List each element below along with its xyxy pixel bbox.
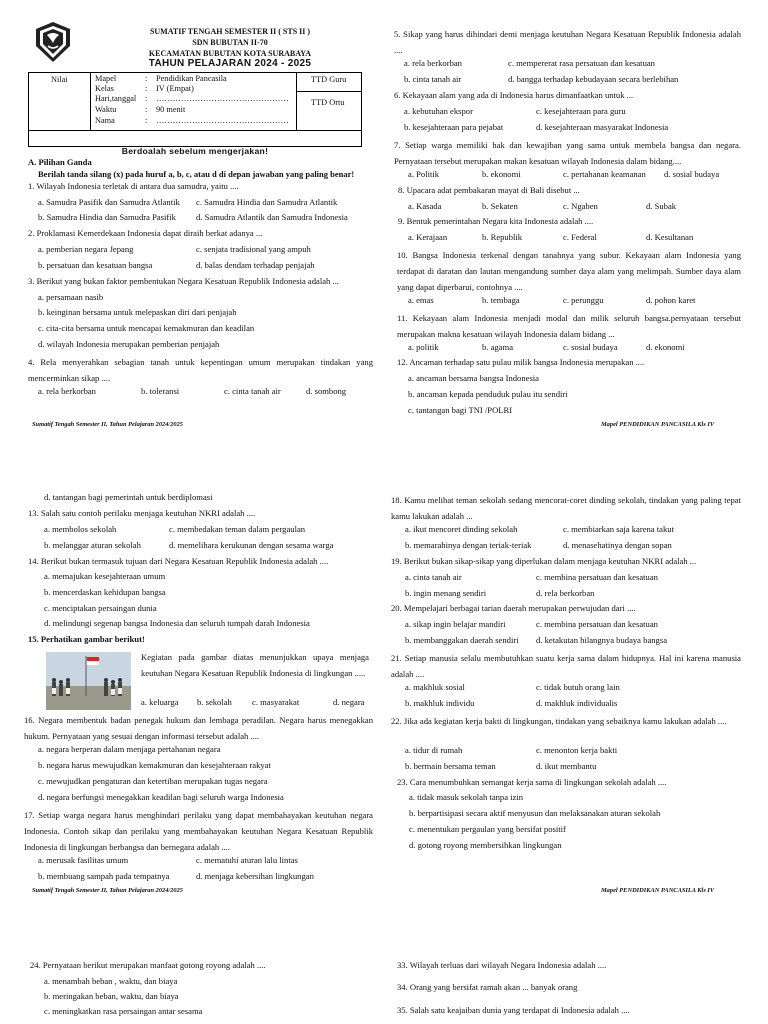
option-7a[interactable]: a. Politik bbox=[408, 169, 440, 179]
option-8b[interactable]: b. Sekaten bbox=[482, 201, 518, 211]
option-21d[interactable]: d. makhluk individualis bbox=[536, 698, 618, 708]
question-18: 18. Kamu melihat teman sekolah sedang mencorat-coret dinding sekolah, tindakan yang paling tepat kamu lakukan adalah ... bbox=[391, 495, 741, 521]
mapel-value: Pendidikan Pancasila bbox=[156, 74, 227, 83]
option-11b[interactable]: b. agama bbox=[482, 342, 514, 352]
section-title: A. Pilihan Ganda bbox=[28, 157, 92, 167]
header-line-2: SDN BUBUTAN II-70 bbox=[192, 38, 268, 47]
waktu-key: Waktu bbox=[95, 105, 117, 114]
option-6a[interactable]: a. kebutuhan ekspor bbox=[404, 106, 473, 116]
option-11d[interactable]: d. ekonomi bbox=[646, 342, 685, 352]
option-16c[interactable]: c. mewujudkan pengaturan dan ketertiban merupakan tugas negara bbox=[38, 776, 268, 786]
option-20c[interactable]: c. membina persatuan dan kesatuan bbox=[536, 619, 658, 629]
option-13d[interactable]: d. memelihara kerukunan dengan sesama warga bbox=[169, 540, 334, 550]
question-34: 34. Orang yang bersifat ramah akan ... banyak orang bbox=[397, 982, 578, 992]
question-12: 12. Ancaman terhadap satu pulau milik bangsa Indonesia merupakan .... bbox=[397, 357, 645, 367]
question-24: 24. Pernyataan berikut merupakan manfaat gotong royong adalah .... bbox=[30, 960, 266, 970]
identity-box: Nilai TTD Guru TTD Ortu Mapel Kelas Hari,tanggal Waktu Nama : : : : : Pendidikan Pancasila IV (Empat) ………………………………………… 90 menit ………………………………………… bbox=[28, 72, 362, 147]
option-9d[interactable]: d. Kesultanan bbox=[646, 232, 694, 242]
ttd-ortu-label: TTD Ortu bbox=[311, 98, 345, 107]
footer-left-page2: Sumatif Tengah Semester II, Tahun Pelajaran 2024/2025 bbox=[32, 887, 183, 894]
question-8: 8. Upacara adat pembakaran mayat di Bali disebut ... bbox=[398, 185, 580, 195]
section-instruction: Berilah tanda silang (x) pada huruf a, b, c, atau d di depan jawaban yang paling benar! bbox=[38, 169, 355, 179]
option-12c[interactable]: c. tantangan bagi TNI /POLRI bbox=[408, 405, 513, 415]
question-9: 9. Bentuk pemerintahan Negara kita Indonesia adalah .... bbox=[398, 216, 594, 226]
option-18b[interactable]: b. memarahinya dengan teriak-teriak bbox=[405, 540, 532, 550]
option-12b[interactable]: b. ancaman kepada penduduk pulau itu sendiri bbox=[408, 389, 568, 399]
option-10d[interactable]: d. pohon karet bbox=[646, 295, 696, 305]
nilai-label: Nilai bbox=[51, 75, 68, 84]
question-7: 7. Setiap warga memiliki hak dan kewajiban yang sama untuk membela bangsa dan negara. Pernyataan tersebut merupakan makan kesatuan wilayah Indonesia dalam bidang.... bbox=[394, 140, 741, 166]
question-10: 10. Bangsa Indonesia terkenal dengan tanahnya yang subur. Kekayaan alam Indonesia yang terdapat di daratan dan lautan mengandung sumber daya alam yang melimpah. Sumber daya alam yang dapat diperbarui, contohnya .... bbox=[397, 250, 741, 292]
option-14d[interactable]: d. melindungi segenap bangsa Indonesia dan seluruh tumpah darah Indonesia bbox=[44, 618, 310, 628]
option-8d[interactable]: d. Subak bbox=[646, 201, 677, 211]
nama-key: Nama bbox=[95, 116, 115, 125]
option-21c[interactable]: c. tidak butuh orang lain bbox=[536, 682, 620, 692]
footer-right: Mapel PENDIDIKAN PANCASILA Kls IV bbox=[601, 421, 715, 428]
option-9b[interactable]: b. Republik bbox=[482, 232, 523, 242]
question-20: 20. Mempelajari berbagai tarian daerah merupakan perwujudan dari .... bbox=[391, 603, 636, 613]
option-6d[interactable]: d. kesejahteraan masyarakat Indonesia bbox=[536, 122, 669, 132]
option-21a[interactable]: a. makhluk sosial bbox=[405, 682, 465, 692]
option-4b[interactable]: b. toleransi bbox=[141, 386, 180, 396]
option-2c[interactable]: c. senjata tradisional yang ampuh bbox=[196, 244, 311, 254]
question-16: 16. Negara membentuk badan penegak hukum dan lembaga peradilan. Negara harus menegakkan hukum. Pernyataan yang sesuai dengan informasi tersebut adalah .... bbox=[24, 715, 373, 741]
question-4: 4. Rela menyerahkan sebagian tanah untuk kepentingan umum merupakan tindakan yang mencerminkan sikap .... bbox=[28, 357, 373, 383]
ttd-guru-label: TTD Guru bbox=[311, 75, 347, 84]
question-1: 1. Wilayah Indonesia terletak di antara dua samudra, yaitu .... bbox=[28, 181, 239, 191]
option-1c[interactable]: c. Samudra Hindia dan Samudra Atlantik bbox=[196, 197, 338, 207]
option-19c[interactable]: c. membina persatuan dan kesatuan bbox=[536, 572, 658, 582]
hari-value: ………………………………………… bbox=[156, 94, 289, 103]
option-23a[interactable]: a. tidak masuk sekolah tanpa izin bbox=[409, 792, 524, 802]
question-14: 14. Berikut bukan termasuk tujuan dari Negara Kesatuan Republik Indonesia adalah .... bbox=[28, 556, 329, 566]
kelas-key: Kelas bbox=[95, 84, 114, 93]
option-5c[interactable]: c. mempererat rasa persatuan dan kesatuan bbox=[508, 58, 655, 68]
option-17b[interactable]: b. membuang sampah pada tempatnya bbox=[38, 871, 170, 881]
option-18c[interactable]: c. membiarkan saja karena takut bbox=[563, 524, 674, 534]
option-24b[interactable]: b. meringakan beban, waktu, dan biaya bbox=[44, 991, 179, 1001]
option-14c[interactable]: c. menciptakan persaingan dunia bbox=[44, 603, 157, 613]
option-2d[interactable]: d. balas dendam terhadap penjajah bbox=[196, 260, 315, 270]
question-13: 13. Salah satu contoh perilaku menjaga keutuhan NKRI adalah .... bbox=[28, 508, 256, 518]
mapel-key: Mapel bbox=[95, 74, 117, 83]
footer-right-page2: Mapel PENDIDIKAN PANCASILA Kls IV bbox=[601, 887, 715, 894]
kelas-value: IV (Empat) bbox=[156, 84, 194, 93]
option-2a[interactable]: a. pemberian negara Jepang bbox=[38, 244, 134, 254]
question-11: 11. Kekayaan alam Indonesia menjadi modal dan milik seluruh bangsa.pernyataan tersebut merupakan makna kesatuan wilayah Indonesia dalam bidang ... bbox=[397, 313, 741, 339]
option-7d[interactable]: d. sosial budaya bbox=[664, 169, 720, 179]
waktu-value: 90 menit bbox=[156, 105, 186, 114]
option-18d[interactable]: d. menasehatinya dengan sopan bbox=[563, 540, 672, 550]
question-33: 33. Wilayah terluas dari wilayah Negara Indonesia adalah .... bbox=[397, 960, 607, 970]
option-19a[interactable]: a. cinta tanah air bbox=[405, 572, 462, 582]
option-21b[interactable]: b. makhluk individu bbox=[405, 698, 475, 708]
question-15: 15. Perhatikan gambar berikut! bbox=[28, 634, 145, 644]
option-8a[interactable]: a. Kasada bbox=[408, 201, 442, 211]
option-20d[interactable]: d. ketakutan hilangnya budaya bangsa bbox=[536, 635, 668, 645]
option-17d[interactable]: d. menjaga kebersihan lingkungan bbox=[196, 871, 314, 881]
option-16a[interactable]: a. negara berperan dalam menjaga pertahanan negara bbox=[38, 744, 221, 754]
option-17c[interactable]: c. mematuhi aturan lalu lintas bbox=[196, 855, 298, 865]
option-7b[interactable]: b. ekonomi bbox=[482, 169, 521, 179]
option-12d[interactable]: d. tantangan bagi pemerintah untuk berdiplomasi bbox=[44, 492, 213, 502]
option-3c[interactable]: c. cita-cita bersama untuk mencapai kemakmuran dan keadilan bbox=[38, 323, 255, 333]
option-15b[interactable]: b. sekolah bbox=[197, 697, 232, 707]
option-16d[interactable]: d. negara berfungsi menegakkan keadilan bagi seluruh warga Indonesia bbox=[38, 792, 284, 802]
option-3b[interactable]: b. keinginan bersama untuk melepaskan diri dari penjajah bbox=[38, 307, 237, 317]
option-4a[interactable]: a. rela berkorban bbox=[38, 386, 96, 396]
question-3: 3. Berikut yang bukan faktor pembentukan Negara Kesatuan Republik Indonesia adalah ... bbox=[28, 276, 339, 286]
option-22c[interactable]: c. menonton kerja bakti bbox=[536, 745, 618, 755]
nama-value: ………………………………………… bbox=[156, 116, 289, 125]
option-16b[interactable]: b. negara harus mewujudkan kemakmuran dan kesejahteraan rakyat bbox=[38, 760, 271, 770]
option-23b[interactable]: b. berpartisipasi secara aktif menyusun dan melaksanakan aturan sekolah bbox=[409, 808, 661, 818]
option-23c[interactable]: c. menentukan pergaulan yang bersifat positif bbox=[409, 824, 566, 834]
option-12a[interactable]: a. ancaman bersama bangsa Indonesia bbox=[408, 373, 539, 383]
question-5: 5. Sikap yang harus dihindari demi menjaga keutuhan Negara Kesatuan Republik Indonesia adalah .... bbox=[394, 29, 741, 55]
question-22: 22. Jika ada kegiatan kerja bakti di lingkungan, tindakan yang sebaiknya kamu lakukan adalah .... bbox=[391, 716, 727, 726]
option-10b[interactable]: b. tembaga bbox=[482, 295, 520, 305]
option-10a[interactable]: a. emas bbox=[408, 295, 434, 305]
option-8c[interactable]: c. Ngaben bbox=[563, 201, 598, 211]
option-22d[interactable]: d. ikut membantu bbox=[536, 761, 597, 771]
option-14a[interactable]: a. memajukan kesejahteraan umum bbox=[44, 571, 166, 581]
option-24c[interactable]: c. meningkatkan rasa persaingan antar sesama bbox=[44, 1006, 203, 1016]
prayer-note: Berdoalah sebelum mengerjakan! bbox=[121, 146, 269, 156]
option-5d[interactable]: d. bangga terhadap kebudayaan secara berlebihan bbox=[508, 74, 679, 84]
option-10c[interactable]: c. perunggu bbox=[563, 295, 604, 305]
question-2: 2. Proklamasi Kemerdekaan Indonesia dapat diraih berkat adanya ... bbox=[28, 228, 263, 238]
option-23d[interactable]: d. gotong royong membersihkan lingkungan bbox=[409, 840, 562, 850]
option-2b[interactable]: b. persatuan dan kesatuan bangsa bbox=[38, 260, 153, 270]
option-11c[interactable]: c. sosial budaya bbox=[563, 342, 618, 352]
question-19: 19. Berikut bukan sikap-sikap yang diperlukan dalam menjaga keutuhan NKRI adalah ... bbox=[391, 556, 697, 566]
question-23: 23. Cara menumbuhkan semangat kerja sama di lingkungan sekolah adalah .... bbox=[397, 777, 667, 787]
footer-left: Sumatif Tengah Semester II, Tahun Pelajaran 2024/2025 bbox=[32, 421, 183, 428]
option-1b[interactable]: b. Samudra Hindia dan Samudra Pasifik bbox=[38, 212, 176, 222]
option-9c[interactable]: c. Federal bbox=[563, 232, 597, 242]
option-22a[interactable]: a. tidur di rumah bbox=[405, 745, 463, 755]
option-15c[interactable]: c. masyarakat bbox=[252, 697, 300, 707]
question-21: 21. Setiap manusia selalu membutuhkan suatu kerja sama dalam hidupnya. Hal ini karena manusia adalah .... bbox=[391, 653, 741, 679]
option-4d[interactable]: d. sombong bbox=[306, 386, 347, 396]
option-22b[interactable]: b. bermain bersama teman bbox=[405, 761, 496, 771]
header-line-4: TAHUN PELAJARAN 2024 - 2025 bbox=[148, 58, 312, 69]
option-13a[interactable]: a. membolos sekolah bbox=[44, 524, 117, 534]
ceremony-photo-image bbox=[46, 652, 131, 710]
option-20b[interactable]: b. membanggakan daerah sendiri bbox=[405, 635, 519, 645]
option-6c[interactable]: c. kesejahteraan para guru bbox=[536, 106, 626, 116]
question-6: 6. Kekayaan alam yang ada di Indonesia harus dimanfaatkan untuk ... bbox=[394, 90, 634, 100]
header-line-3: KECAMATAN BUBUTAN KOTA SURABAYA bbox=[148, 49, 312, 58]
option-17a[interactable]: a. merusak fasilitas umum bbox=[38, 855, 129, 865]
option-3a[interactable]: a. persamaan nasib bbox=[38, 292, 104, 302]
question-15-text: Kegiatan pada gambar diatas menunjukkan upaya menjaga keutuhan Negara Kesatuan Republik Indonesia di lingkungan ..... bbox=[141, 652, 369, 678]
option-13b[interactable]: b. melanggar aturan sekolah bbox=[44, 540, 141, 550]
option-24a[interactable]: a. menambah beban , waktu, dan biaya bbox=[44, 976, 178, 986]
option-5b[interactable]: b. cinta tanah air bbox=[404, 74, 462, 84]
option-6b[interactable]: b. kesejahteraan para pejabat bbox=[404, 122, 504, 132]
question-35: 35. Salah satu keajaiban dunia yang terdapat di Indonesia adalah .... bbox=[397, 1005, 630, 1015]
option-15a[interactable]: a. keluarga bbox=[141, 697, 179, 707]
question-17: 17. Setiap warga negara harus menghindari perilaku yang dapat membahayakan keutuhan negara Indonesia. Contoh sikap dan perilaku yang membahayakan keutuhan Negara Kesatuan Republik Indonesia di lingkungan berbangsa dan bernegara adalah .... bbox=[24, 810, 373, 852]
hari-key: Hari,tanggal bbox=[95, 94, 137, 103]
option-7c[interactable]: c. pertahanan keamanan bbox=[563, 169, 646, 179]
option-1a[interactable]: a. Samudra Pasifik dan Samudra Atlantik bbox=[38, 197, 180, 207]
option-3d[interactable]: d. wilayah Indonesia merupakan pemberian penjajah bbox=[38, 339, 220, 349]
option-13c[interactable]: c. membedakan teman dalam pergaulan bbox=[169, 524, 306, 534]
header-line-1: SUMATIF TENGAH SEMESTER II ( STS II ) bbox=[149, 27, 311, 36]
option-4c[interactable]: c. cinta tanah air bbox=[224, 386, 281, 396]
option-20a[interactable]: a. sikap ingin belajar mandiri bbox=[405, 619, 506, 629]
option-5a[interactable]: a. rela berkorban bbox=[404, 58, 462, 68]
option-19d[interactable]: d. rela berkorban bbox=[536, 588, 595, 598]
surabaya-crest-logo bbox=[33, 21, 73, 63]
option-1d[interactable]: d. Samudra Atlantik dan Samudra Indonesia bbox=[196, 212, 348, 222]
option-19b[interactable]: b. ingin menang sendiri bbox=[405, 588, 487, 598]
option-11a[interactable]: a. politik bbox=[408, 342, 439, 352]
option-15d[interactable]: d. negara bbox=[333, 697, 365, 707]
option-18a[interactable]: a. ikut mencoret dinding sekolah bbox=[405, 524, 518, 534]
option-14b[interactable]: b. mencerdaskan kehidupan bangsa bbox=[44, 587, 166, 597]
option-9a[interactable]: a. Kerajaan bbox=[408, 232, 448, 242]
